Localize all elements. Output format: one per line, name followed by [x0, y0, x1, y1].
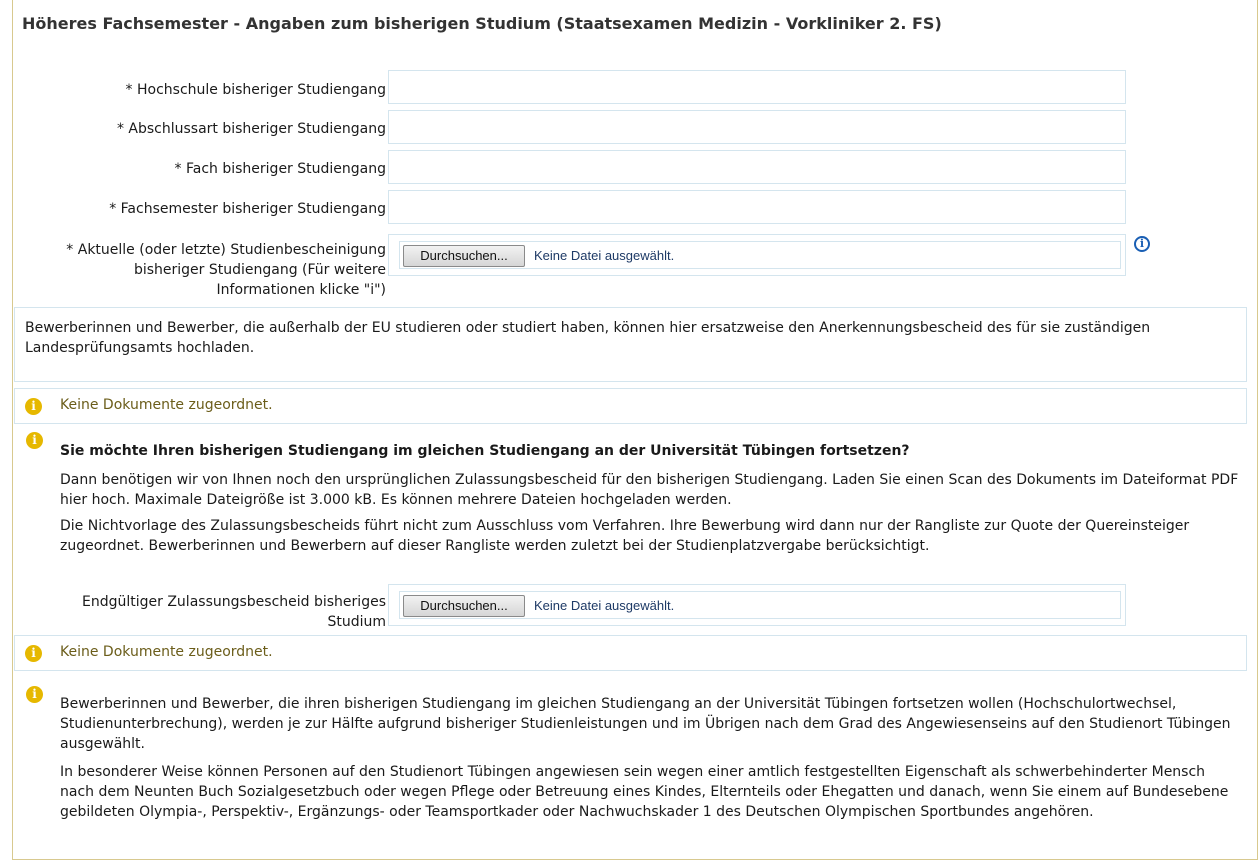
fachsemester-input[interactable]: [388, 190, 1126, 224]
no-documents-hint-2: [14, 635, 1247, 671]
no-documents-text-1: Keine Dokumente zugeordnet.: [60, 397, 273, 413]
studienbescheinigung-file-status: Keine Datei ausgewählt.: [534, 248, 675, 263]
abschlussart-input[interactable]: [388, 110, 1126, 144]
section-title: Höheres Fachsemester - Angaben zum bisherigen Studium (Staatsexamen Medizin - Vorkliniker 2. FS): [22, 14, 942, 33]
studienbescheinigung-upload: [388, 234, 1126, 276]
continue-heading: Sie möchte Ihren bisherigen Studiengang im gleichen Studiengang an der Universität Tübingen fortsetzen?: [60, 443, 910, 459]
info-circle-icon[interactable]: i: [1134, 236, 1150, 252]
warning-icon: i: [26, 432, 43, 449]
no-documents-text-2: Keine Dokumente zugeordnet.: [60, 644, 273, 660]
studienbescheinigung-browse-button[interactable]: Durchsuchen...: [403, 245, 525, 267]
info-hint-icon: i: [25, 398, 42, 415]
eu-note-box: [14, 307, 1247, 382]
selection-paragraph-1: Bewerberinnen und Bewerber, die ihren bisherigen Studiengang im gleichen Studiengang an der Universität Tübingen fortsetzen wollen (Hochschulortwechsel, Studienunterbrechung), werden je zur Hälfte aufgrund bisheriger Studienleistungen und im Übrigen nach dem Grad des Angewiesenseins auf den Studienort Tübingen ausgewählt.: [60, 696, 1231, 752]
no-documents-hint-1: [14, 388, 1247, 424]
fach-label: * Fach bisheriger Studiengang: [174, 161, 386, 177]
studienbescheinigung-label-line1: * Aktuelle (oder letzte) Studienbescheinigung: [66, 242, 386, 258]
studienbescheinigung-label-line3: Informationen klicke "i"): [216, 282, 386, 298]
studienbescheinigung-file-input[interactable]: [399, 241, 1121, 269]
continue-paragraph-2: Die Nichtvorlage des Zulassungsbescheids führt nicht zum Ausschluss vom Verfahren. Ihre Bewerbung wird dann nur der Rangliste zur Quote der Quereinsteiger zugeordnet. Bewerberinnen und Bewerbern auf dieser Rangliste werden zuletzt bei der Studienplatzvergabe berücksichtigt.: [60, 518, 1190, 554]
zulassungsbescheid-label: [82, 592, 386, 632]
zulassungsbescheid-label-line2: Studium: [327, 614, 386, 630]
zulassungsbescheid-label-line1: Endgültiger Zulassungsbescheid bisheriges: [82, 594, 386, 610]
studienbescheinigung-label: [66, 240, 386, 300]
warning-icon: i: [26, 686, 43, 703]
studienbescheinigung-label-line2: bisheriger Studiengang (Für weitere: [133, 262, 386, 278]
zulassungsbescheid-file-input[interactable]: [399, 591, 1121, 619]
continue-paragraph-1: Dann benötigen wir von Ihnen noch den ursprünglichen Zulassungsbescheid für den bisherigen Studiengang. Laden Sie einen Scan des Dokuments im Dateiformat PDF hier hoch. Maximale Dateigröße ist 3.000 kB. Es können mehrere Dateien hochgeladen werden.: [60, 472, 1239, 508]
zulassungsbescheid-browse-button[interactable]: Durchsuchen...: [403, 595, 525, 617]
info-hint-icon: i: [25, 645, 42, 662]
hochschule-input[interactable]: [388, 70, 1126, 104]
fachsemester-label: * Fachsemester bisheriger Studiengang: [109, 201, 386, 217]
abschlussart-label: * Abschlussart bisheriger Studiengang: [116, 121, 386, 137]
eu-note-text: Bewerberinnen und Bewerber, die außerhalb der EU studieren oder studiert haben, können hier ersatzweise den Anerkennungsbescheid des für sie zuständigen Landesprüfungsamts hochladen.: [25, 320, 1151, 356]
fach-input[interactable]: [388, 150, 1126, 184]
zulassungsbescheid-upload: [388, 584, 1126, 626]
hochschule-label: * Hochschule bisheriger Studiengang: [125, 82, 386, 98]
zulassungsbescheid-file-status: Keine Datei ausgewählt.: [534, 598, 675, 613]
selection-paragraph-2: In besonderer Weise können Personen auf den Studienort Tübingen angewiesen sein wegen einer amtlich festgestellten Eigenschaft als schwerbehinderter Mensch nach dem Neunten Buch Sozialgesetzbuch oder wegen Pflege oder Betreuung eines Kindes, Elternteils oder Ehegatten und danach, wenn Sie einem auf Bundesebene gebildeten Olympia-, Perspektiv-, Ergänzungs- oder Teamsportkader oder Nachwuchskader 1 des Deutschen Olympischen Sportbundes angehören.: [60, 764, 1229, 820]
